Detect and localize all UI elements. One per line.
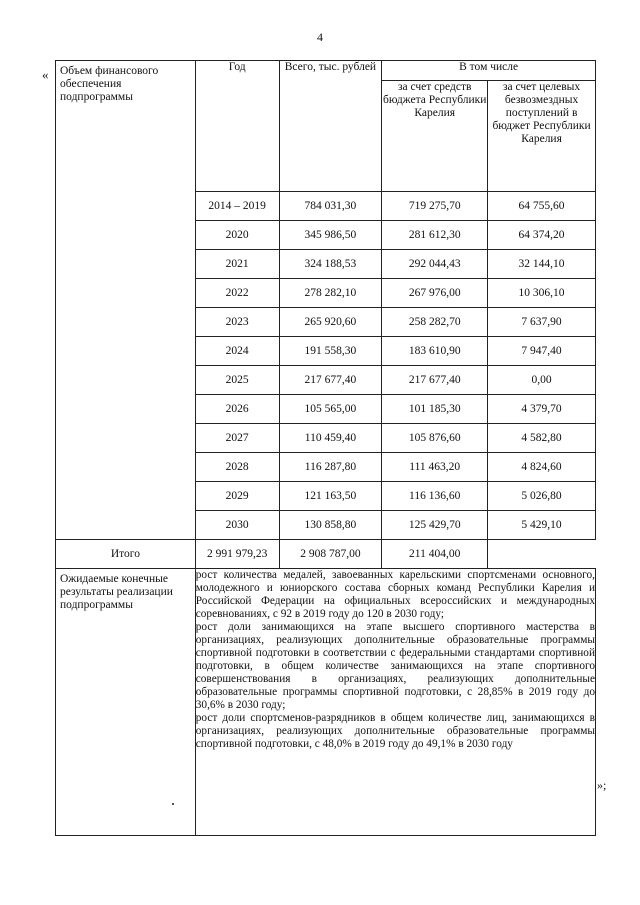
closing-quote-mark: »; <box>597 778 607 792</box>
header-including: В том числе <box>382 61 596 81</box>
cell-total: 191 558,30 <box>279 337 382 366</box>
header-total: Всего, тыс. рублей <box>279 61 382 192</box>
header-year: Год <box>195 61 279 192</box>
results-text <box>195 569 595 836</box>
cell-year: 2029 <box>195 482 279 511</box>
results-label: Ожидаемые конечные результаты реализации подпрограммы <box>56 569 196 836</box>
cell-targeted: 7 947,40 <box>488 337 596 366</box>
cell-year: 2028 <box>195 453 279 482</box>
cell-year: 2022 <box>195 279 279 308</box>
cell-total: 121 163,50 <box>279 482 382 511</box>
cell-budget: 101 185,30 <box>382 395 488 424</box>
cell-budget: 217 677,40 <box>382 366 488 395</box>
cell-budget: 105 876,60 <box>382 424 488 453</box>
cell-year: 2024 <box>195 337 279 366</box>
cell-total: 265 920,60 <box>279 308 382 337</box>
cell-total: 324 188,53 <box>279 250 382 279</box>
cell-budget: 183 610,90 <box>382 337 488 366</box>
cell-total: 130 858,80 <box>279 511 382 540</box>
cell-budget: 116 136,60 <box>382 482 488 511</box>
opening-quote-mark: « <box>42 67 49 82</box>
cell-budget: 281 612,30 <box>382 221 488 250</box>
cell-year: 2027 <box>195 424 279 453</box>
cell-targeted: 211 404,00 <box>382 540 488 569</box>
cell-total: 345 986,50 <box>279 221 382 250</box>
cell-budget: 719 275,70 <box>382 192 488 221</box>
cell-year: 2021 <box>195 250 279 279</box>
cell-total: 278 282,10 <box>279 279 382 308</box>
results-row <box>56 569 596 836</box>
table-header-row <box>56 61 596 81</box>
cell-year: 2023 <box>195 308 279 337</box>
cell-targeted: 0,00 <box>488 366 596 395</box>
header-budget: за счет средств бюджета Республики Карелия <box>382 81 488 192</box>
financing-table <box>55 60 596 836</box>
cell-targeted: 4 582,80 <box>488 424 596 453</box>
cell-total: 116 287,80 <box>279 453 382 482</box>
header-targeted: за счет целевых безвозмездных поступлений в бюджет Республики Карелия <box>488 81 596 192</box>
table-row <box>56 540 596 569</box>
cell-total: 217 677,40 <box>279 366 382 395</box>
cell-total: 110 459,40 <box>279 424 382 453</box>
cell-targeted: 4 379,70 <box>488 395 596 424</box>
cell-budget: 292 044,43 <box>382 250 488 279</box>
cell-targeted: 7 637,90 <box>488 308 596 337</box>
cell-year: 2026 <box>195 395 279 424</box>
cell-budget: 111 463,20 <box>382 453 488 482</box>
cell-year: Итого <box>56 540 196 569</box>
cell-targeted: 4 824,60 <box>488 453 596 482</box>
result-item: рост доли занимающихся на этапе высшего спортивного мастерства в организациях, реализующих дополнительные образовательные программы спортивной подготовки в соответствии с федеральными стандартами спортивной подготовки, в общем количестве занимающихся на этапе спортивного совершенствования в организациях, реализующих дополнительные образовательные программы спортивной подготовки, с 28,85% в 2019 году до 30,6% в 2030 году; <box>195 621 595 711</box>
cell-year: 2020 <box>195 221 279 250</box>
result-item: рост количества медалей, завоеванных карельскими спортсменами основного, молодежного и юниорского состава сборных команд Республики Карелия и Российской Федерации на официальных всероссийских и международных соревнованиях, с 92 в 2019 году до 120 в 2030 году; <box>195 569 595 620</box>
cell-targeted: 64 374,20 <box>488 221 596 250</box>
page-number: 4 <box>317 30 323 44</box>
cell-total: 2 991 979,23 <box>195 540 279 569</box>
result-item: рост доли спортсменов-разрядников в общем количестве лиц, занимающихся в организациях, реализующих дополнительные образовательные программы спортивной подготовки, с 48,0% в 2019 году до 49,1% в 2030 году <box>195 712 595 750</box>
cell-budget: 267 976,00 <box>382 279 488 308</box>
cell-budget: 258 282,70 <box>382 308 488 337</box>
cell-year: 2030 <box>195 511 279 540</box>
cell-budget: 125 429,70 <box>382 511 488 540</box>
cell-targeted: 5 026,80 <box>488 482 596 511</box>
cell-targeted: 5 429,10 <box>488 511 596 540</box>
cell-targeted: 64 755,60 <box>488 192 596 221</box>
scan-speck <box>172 803 174 805</box>
financing-row-label: Объем финансового обеспечения подпрограммы <box>56 61 196 540</box>
cell-targeted: 32 144,10 <box>488 250 596 279</box>
cell-budget: 2 908 787,00 <box>279 540 382 569</box>
cell-year: 2014 – 2019 <box>195 192 279 221</box>
cell-year: 2025 <box>195 366 279 395</box>
cell-total: 784 031,30 <box>279 192 382 221</box>
cell-total: 105 565,00 <box>279 395 382 424</box>
cell-targeted: 10 306,10 <box>488 279 596 308</box>
